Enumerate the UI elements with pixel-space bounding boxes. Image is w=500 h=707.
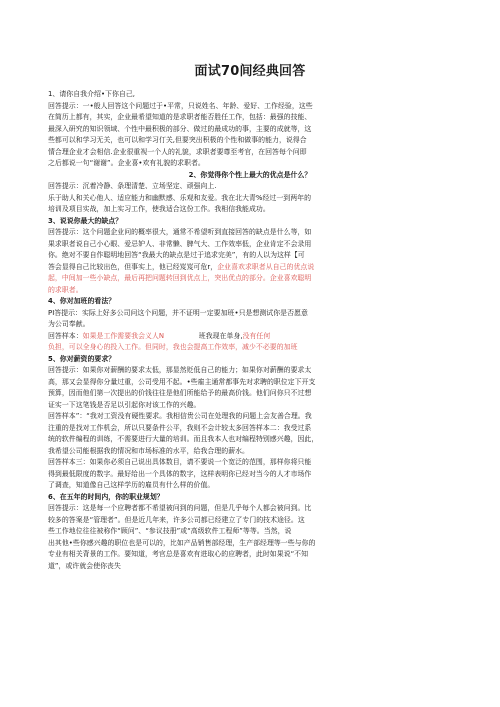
- text-line: [48, 480, 452, 492]
- text-line: [48, 285, 452, 297]
- text-line: [48, 204, 452, 216]
- text-line: [48, 227, 452, 239]
- text-line: [48, 331, 452, 343]
- text-line: [48, 135, 452, 147]
- text-segment: PI答提示：实际上好多公司问这个问题，并不证明一定要加班•只是想测试你是否愿意: [48, 308, 308, 317]
- text-segment: 2、你觉得你个性上最大的优点是什么？: [188, 170, 312, 179]
- text-line: [48, 365, 452, 377]
- section-heading: [48, 492, 452, 504]
- highlighted-text: 起，中间加一些小缺点，最后再把问题转回到优点上，突出优点的部分。企业喜欢聪明: [48, 274, 312, 282]
- text-line: [48, 423, 452, 435]
- text-line: [48, 411, 452, 423]
- text-segment: 回答样本：: [48, 331, 83, 340]
- text-segment: 些都可以和学习无关，也可以和学习仃关,但要突出积极的个性和做事的能力，说得合: [48, 136, 307, 144]
- text-segment: 道”，或许就会使你丧失: [48, 561, 121, 570]
- text-line: [48, 319, 452, 331]
- text-segment: 6、在五年的时间内，你的职业规划？: [48, 492, 164, 501]
- text-line: [48, 526, 452, 538]
- text-line: [48, 147, 452, 159]
- text-line: [48, 515, 452, 527]
- text-segment: 果求职者说自己小心眼、爱忌妒人、非常懒、脾气大、工作效率低，企业肯定不会录用: [48, 239, 312, 248]
- text-segment: 些工作地位往往被称作“顾问”、“参议技册”或“高级软件工程师”等等。当然，说: [48, 527, 292, 535]
- text-line: [48, 434, 452, 446]
- text-segment: 班我现在单身,: [164, 331, 243, 340]
- text-segment: 证实一下这笔钱是否足以引起你对该工作的兴趣。: [48, 400, 201, 409]
- text-line: [48, 549, 452, 561]
- text-line: [48, 377, 452, 389]
- text-line: [48, 101, 452, 113]
- section-heading: [48, 296, 452, 308]
- text-line: [48, 158, 452, 170]
- text-segment: 回答样本”：“我对工资没有硬性要求。我相信贵公司在处理我的问题上会友善合理。我: [48, 412, 312, 420]
- text-segment: 回答提示：一•般人回答这个问题过于•平常，只说姓名、年龄、爱好、工作经验，这些: [48, 101, 313, 110]
- text-line: [48, 239, 452, 251]
- text-segment: 较多的答案是“管理者”。但是近几年来，许多公司都已经建立了专门的技术途径。这: [48, 515, 305, 524]
- text-line: [48, 561, 452, 573]
- text-line: [48, 469, 452, 481]
- text-line: [48, 273, 452, 285]
- document-title: 面试70间经典回答: [194, 64, 306, 79]
- text-segment: 回答提示：这个问题企业问的概率很大，通常不希望听到直接回答的缺点是什么等，如: [48, 228, 312, 236]
- text-segment: 答会显得自己比较出色，但事实上，他已经岌岌可危r，: [48, 262, 218, 271]
- text-segment: 专业有相关背景的工作。要知道，考官总是喜欢有进取心的应聘者，此时如果说“不知: [48, 550, 309, 558]
- document-body: [48, 89, 452, 572]
- text-segment: 注重的是找对工作机会，所以只要条件公平，我则不会计较太多回答样本二：我受过系: [48, 423, 312, 432]
- text-segment: 预算，因而他们第一次提出的价钱往往是他们所能给予的最高价钱。他们问你只不过想: [48, 389, 312, 397]
- text-line: [48, 89, 452, 101]
- text-line: [48, 193, 452, 205]
- section-heading: [48, 354, 452, 366]
- text-segment: 1、请你自我介绍•下你自己,: [48, 90, 135, 98]
- text-segment: 情合理企业才会相信.企业很重视一个人的礼貌，求职者要尊至考官，在回答每个问即: [48, 147, 307, 156]
- text-segment: 回答样本三：如果你必须自己说出具体数目，请不要说一个宽泛的范围，那样你将只能: [48, 458, 312, 466]
- text-segment: 乐于助人和关心他人、适应能力和幽默感、乐观和友爱。我在北大青%经过一到两年的: [48, 193, 312, 202]
- text-segment: 回答提示：如果你对薪酬的要求太低，那显然贬低自己的能力；如果你对薪酬的要求太: [48, 366, 312, 374]
- highlighted-text: 负担，可以全身心的投入工作。但同时，我也会提高工作效率，减少不必要的加班: [48, 343, 298, 351]
- text-segment: 3、说说你最大的缺点？: [48, 216, 123, 225]
- text-line: [48, 503, 452, 515]
- text-segment: 出其他•些你感兴趣的职位也是可以的，比如产品销售部经理，生产部经理等一些与你的: [48, 538, 316, 547]
- section-heading: [48, 216, 452, 228]
- highlighted-text: 的求职者。: [48, 285, 83, 294]
- text-line: [48, 262, 452, 274]
- text-segment: 统的软件编程的训练，不需要进行大量的培训。而且我本人也对编程特别感兴趣，因此，: [48, 435, 319, 443]
- text-line: [48, 250, 452, 262]
- text-segment: 培训及项目实战，加上实习工作，使我适合这份工作。我相信我能成功。: [48, 205, 270, 213]
- text-segment: 为公司奉献。: [48, 320, 90, 328]
- text-line: [48, 308, 452, 320]
- text-segment: 了调查，知道像自己这样学历的雇员有什么样的价值。: [48, 481, 215, 489]
- text-line: [48, 342, 452, 354]
- text-segment: 得到最低限度的数字。最好给出一个具体的数字，这样表明你已经对当今的人才市场作: [48, 469, 312, 478]
- highlighted-text: 没有任何: [242, 331, 271, 340]
- text-segment: 之后都说一句“谢谢”。企业喜•欢有礼貌的求职者。: [48, 159, 205, 167]
- text-line: [48, 446, 452, 458]
- text-segment: 回答提示：沉着冷静、条理清楚、立场坚定、顽强向上.: [48, 182, 217, 190]
- text-line: [48, 112, 452, 124]
- text-segment: 高，那又会显得你分量过重，公司受用不起。•些雇主通常都事先对求聘的职位定下开支: [48, 377, 316, 386]
- text-line: [48, 181, 452, 193]
- text-line: [48, 457, 452, 469]
- text-segment: 最深入研究的知识领域、个性中最积极的部分、做过的最成功的事，主要的成就等，这: [48, 124, 312, 133]
- text-line: [48, 124, 452, 136]
- text-segment: 5、你对薪资的要求？: [48, 354, 116, 363]
- text-segment: 我希望公司能根据我的情况和市场标准的水平，给我合理的薪水。: [48, 446, 249, 455]
- section-heading: [48, 170, 452, 182]
- text-segment: 你。绝对不要自作聪明地回答“我最大的缺点是过于追求完美”，有的人以为这样【可: [48, 251, 305, 259]
- text-segment: 在简历上都有，其实，企业最希望知道的是求职者能否胜任工作，包括：最强的技能、: [48, 113, 312, 121]
- text-segment: 回答提示：这是每一个应聘者都不希望被问到的问题，但是几乎每个人都会被问到。比: [48, 504, 312, 512]
- text-line: [48, 388, 452, 400]
- highlighted-text: 如果是工作需要我会义人N: [82, 331, 165, 340]
- text-segment: 4、你对加班的看法？: [48, 297, 116, 305]
- highlighted-text: 企业喜欢求职者从自己的优点说: [217, 262, 315, 271]
- text-line: [48, 538, 452, 550]
- text-line: [48, 400, 452, 412]
